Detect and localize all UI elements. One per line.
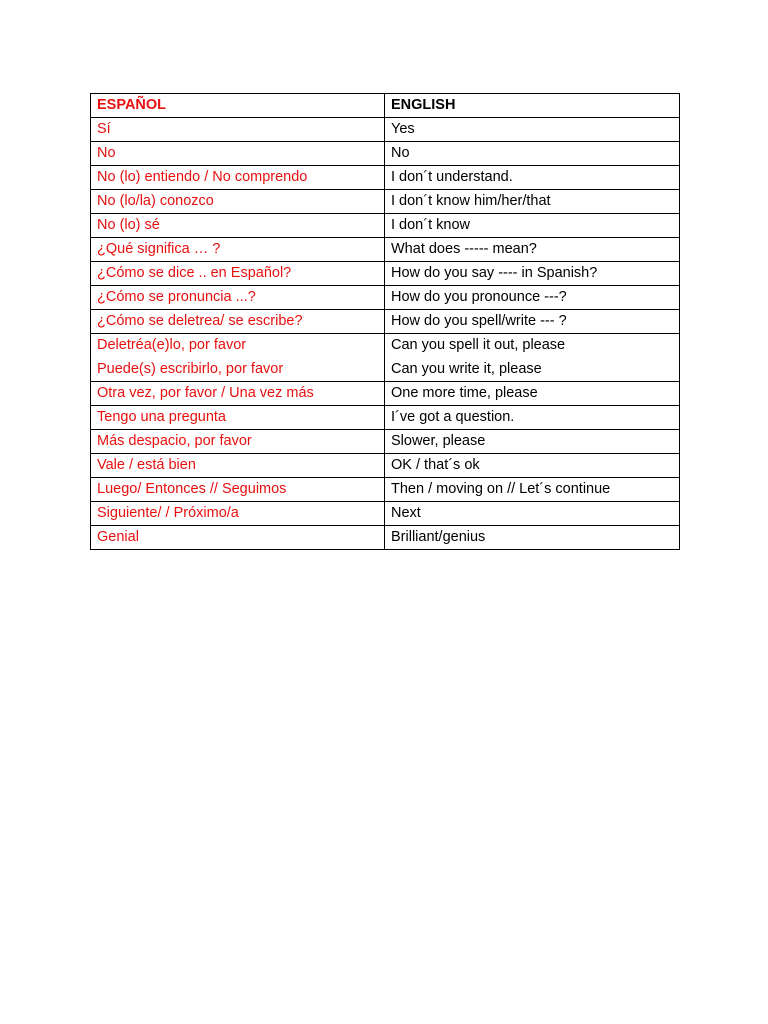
spanish-phrase: Puede(s) escribirlo, por favor bbox=[97, 360, 284, 377]
english-phrase: I don´t understand. bbox=[391, 169, 513, 186]
english-phrase: Yes bbox=[391, 121, 415, 138]
english-phrase-cell bbox=[385, 118, 680, 142]
spanish-phrase: ¿Cómo se deletrea/ se escribe? bbox=[97, 313, 303, 330]
spanish-phrase: Genial bbox=[97, 529, 139, 546]
table-row bbox=[91, 454, 680, 478]
spanish-phrase-cell bbox=[91, 310, 385, 334]
english-phrase-cell bbox=[385, 214, 680, 238]
spanish-phrase: Deletréa(e)lo, por favor bbox=[97, 337, 247, 353]
english-phrase-cell bbox=[385, 430, 680, 454]
table-header-row bbox=[91, 94, 680, 118]
table-row bbox=[91, 334, 680, 382]
table-row bbox=[91, 262, 680, 286]
english-phrase: I don´t know him/her/that bbox=[391, 193, 551, 210]
english-phrase: I´ve got a question. bbox=[391, 409, 515, 426]
table-row bbox=[91, 286, 680, 310]
spanish-phrase-cell bbox=[91, 454, 385, 478]
english-phrase-cell bbox=[385, 406, 680, 430]
spanish-phrase: No (lo) sé bbox=[97, 217, 160, 234]
english-phrase: Slower, please bbox=[391, 433, 486, 450]
english-phrase-cell bbox=[385, 142, 680, 166]
spanish-phrase: Siguiente/ / Próximo/a bbox=[97, 505, 239, 522]
english-phrase: What does ----- mean? bbox=[391, 241, 537, 258]
spanish-phrase: Más despacio, por favor bbox=[97, 433, 252, 450]
table-row bbox=[91, 406, 680, 430]
english-phrase: Next bbox=[391, 505, 421, 522]
english-phrase: One more time, please bbox=[391, 385, 538, 402]
spanish-phrase-cell bbox=[91, 502, 385, 526]
spanish-phrase-cell bbox=[91, 406, 385, 430]
header-english: ENGLISH bbox=[385, 94, 680, 118]
table-body bbox=[91, 118, 680, 550]
spanish-phrase-cell bbox=[91, 262, 385, 286]
spanish-phrase: Tengo una pregunta bbox=[97, 409, 226, 426]
english-phrase-cell bbox=[385, 286, 680, 310]
table-row bbox=[91, 142, 680, 166]
table-row bbox=[91, 190, 680, 214]
spanish-phrase: ¿Cómo se dice .. en Español? bbox=[97, 265, 292, 282]
spanish-phrase: Luego/ Entonces // Seguimos bbox=[97, 481, 287, 498]
table-row bbox=[91, 526, 680, 550]
spanish-phrase: Otra vez, por favor / Una vez más bbox=[97, 385, 314, 402]
spanish-phrase-cell bbox=[91, 286, 385, 310]
table-row bbox=[91, 238, 680, 262]
spanish-phrase-cell bbox=[91, 478, 385, 502]
english-phrase: Brilliant/genius bbox=[391, 529, 486, 546]
table-row bbox=[91, 118, 680, 142]
english-phrase-cell bbox=[385, 502, 680, 526]
english-phrase-cell bbox=[385, 190, 680, 214]
phrase-table bbox=[90, 93, 680, 550]
spanish-phrase: No bbox=[97, 145, 116, 162]
english-phrase-cell bbox=[385, 454, 680, 478]
spanish-phrase-cell bbox=[91, 526, 385, 550]
spanish-phrase-cell bbox=[91, 118, 385, 142]
spanish-phrase-cell bbox=[91, 166, 385, 190]
spanish-phrase: Vale / está bien bbox=[97, 457, 196, 474]
english-phrase: How do you say ---- in Spanish? bbox=[391, 265, 598, 282]
english-phrase-cell bbox=[385, 262, 680, 286]
table-row bbox=[91, 310, 680, 334]
spanish-phrase-cell bbox=[91, 214, 385, 238]
english-phrase-cell bbox=[385, 382, 680, 406]
english-phrase: How do you spell/write --- ? bbox=[391, 313, 567, 330]
english-phrase-cell bbox=[385, 310, 680, 334]
spanish-phrase-cell bbox=[91, 430, 385, 454]
spanish-phrase: No (lo/la) conozco bbox=[97, 193, 214, 210]
header-espanol: ESPAÑOL bbox=[91, 94, 385, 118]
english-phrase-cell bbox=[385, 478, 680, 502]
spanish-phrase: No (lo) entiendo / No comprendo bbox=[97, 169, 308, 186]
english-phrase: Can you write it, please bbox=[391, 360, 542, 377]
english-phrase-cell bbox=[385, 334, 680, 382]
english-phrase-cell bbox=[385, 526, 680, 550]
english-phrase: I don´t know bbox=[391, 217, 470, 234]
spanish-phrase: ¿Cómo se pronuncia ...? bbox=[97, 289, 256, 306]
table-row bbox=[91, 382, 680, 406]
english-phrase: No bbox=[391, 145, 410, 162]
spanish-phrase-cell bbox=[91, 382, 385, 406]
table-row bbox=[91, 502, 680, 526]
english-phrase: Can you spell it out, please bbox=[391, 337, 566, 353]
spanish-phrase-cell bbox=[91, 142, 385, 166]
spanish-phrase-cell bbox=[91, 334, 385, 382]
english-phrase-cell bbox=[385, 166, 680, 190]
english-phrase: Then / moving on // Let´s continue bbox=[391, 481, 611, 498]
spanish-phrase-cell bbox=[91, 190, 385, 214]
spanish-phrase: ¿Qué significa … ? bbox=[97, 241, 221, 258]
table-row bbox=[91, 430, 680, 454]
english-phrase: OK / that´s ok bbox=[391, 457, 480, 474]
table-row bbox=[91, 478, 680, 502]
spanish-phrase-cell bbox=[91, 238, 385, 262]
english-phrase: How do you pronounce ---? bbox=[391, 289, 567, 306]
spanish-phrase: Sí bbox=[97, 121, 111, 138]
table-row bbox=[91, 214, 680, 238]
table-row bbox=[91, 166, 680, 190]
english-phrase-cell bbox=[385, 238, 680, 262]
